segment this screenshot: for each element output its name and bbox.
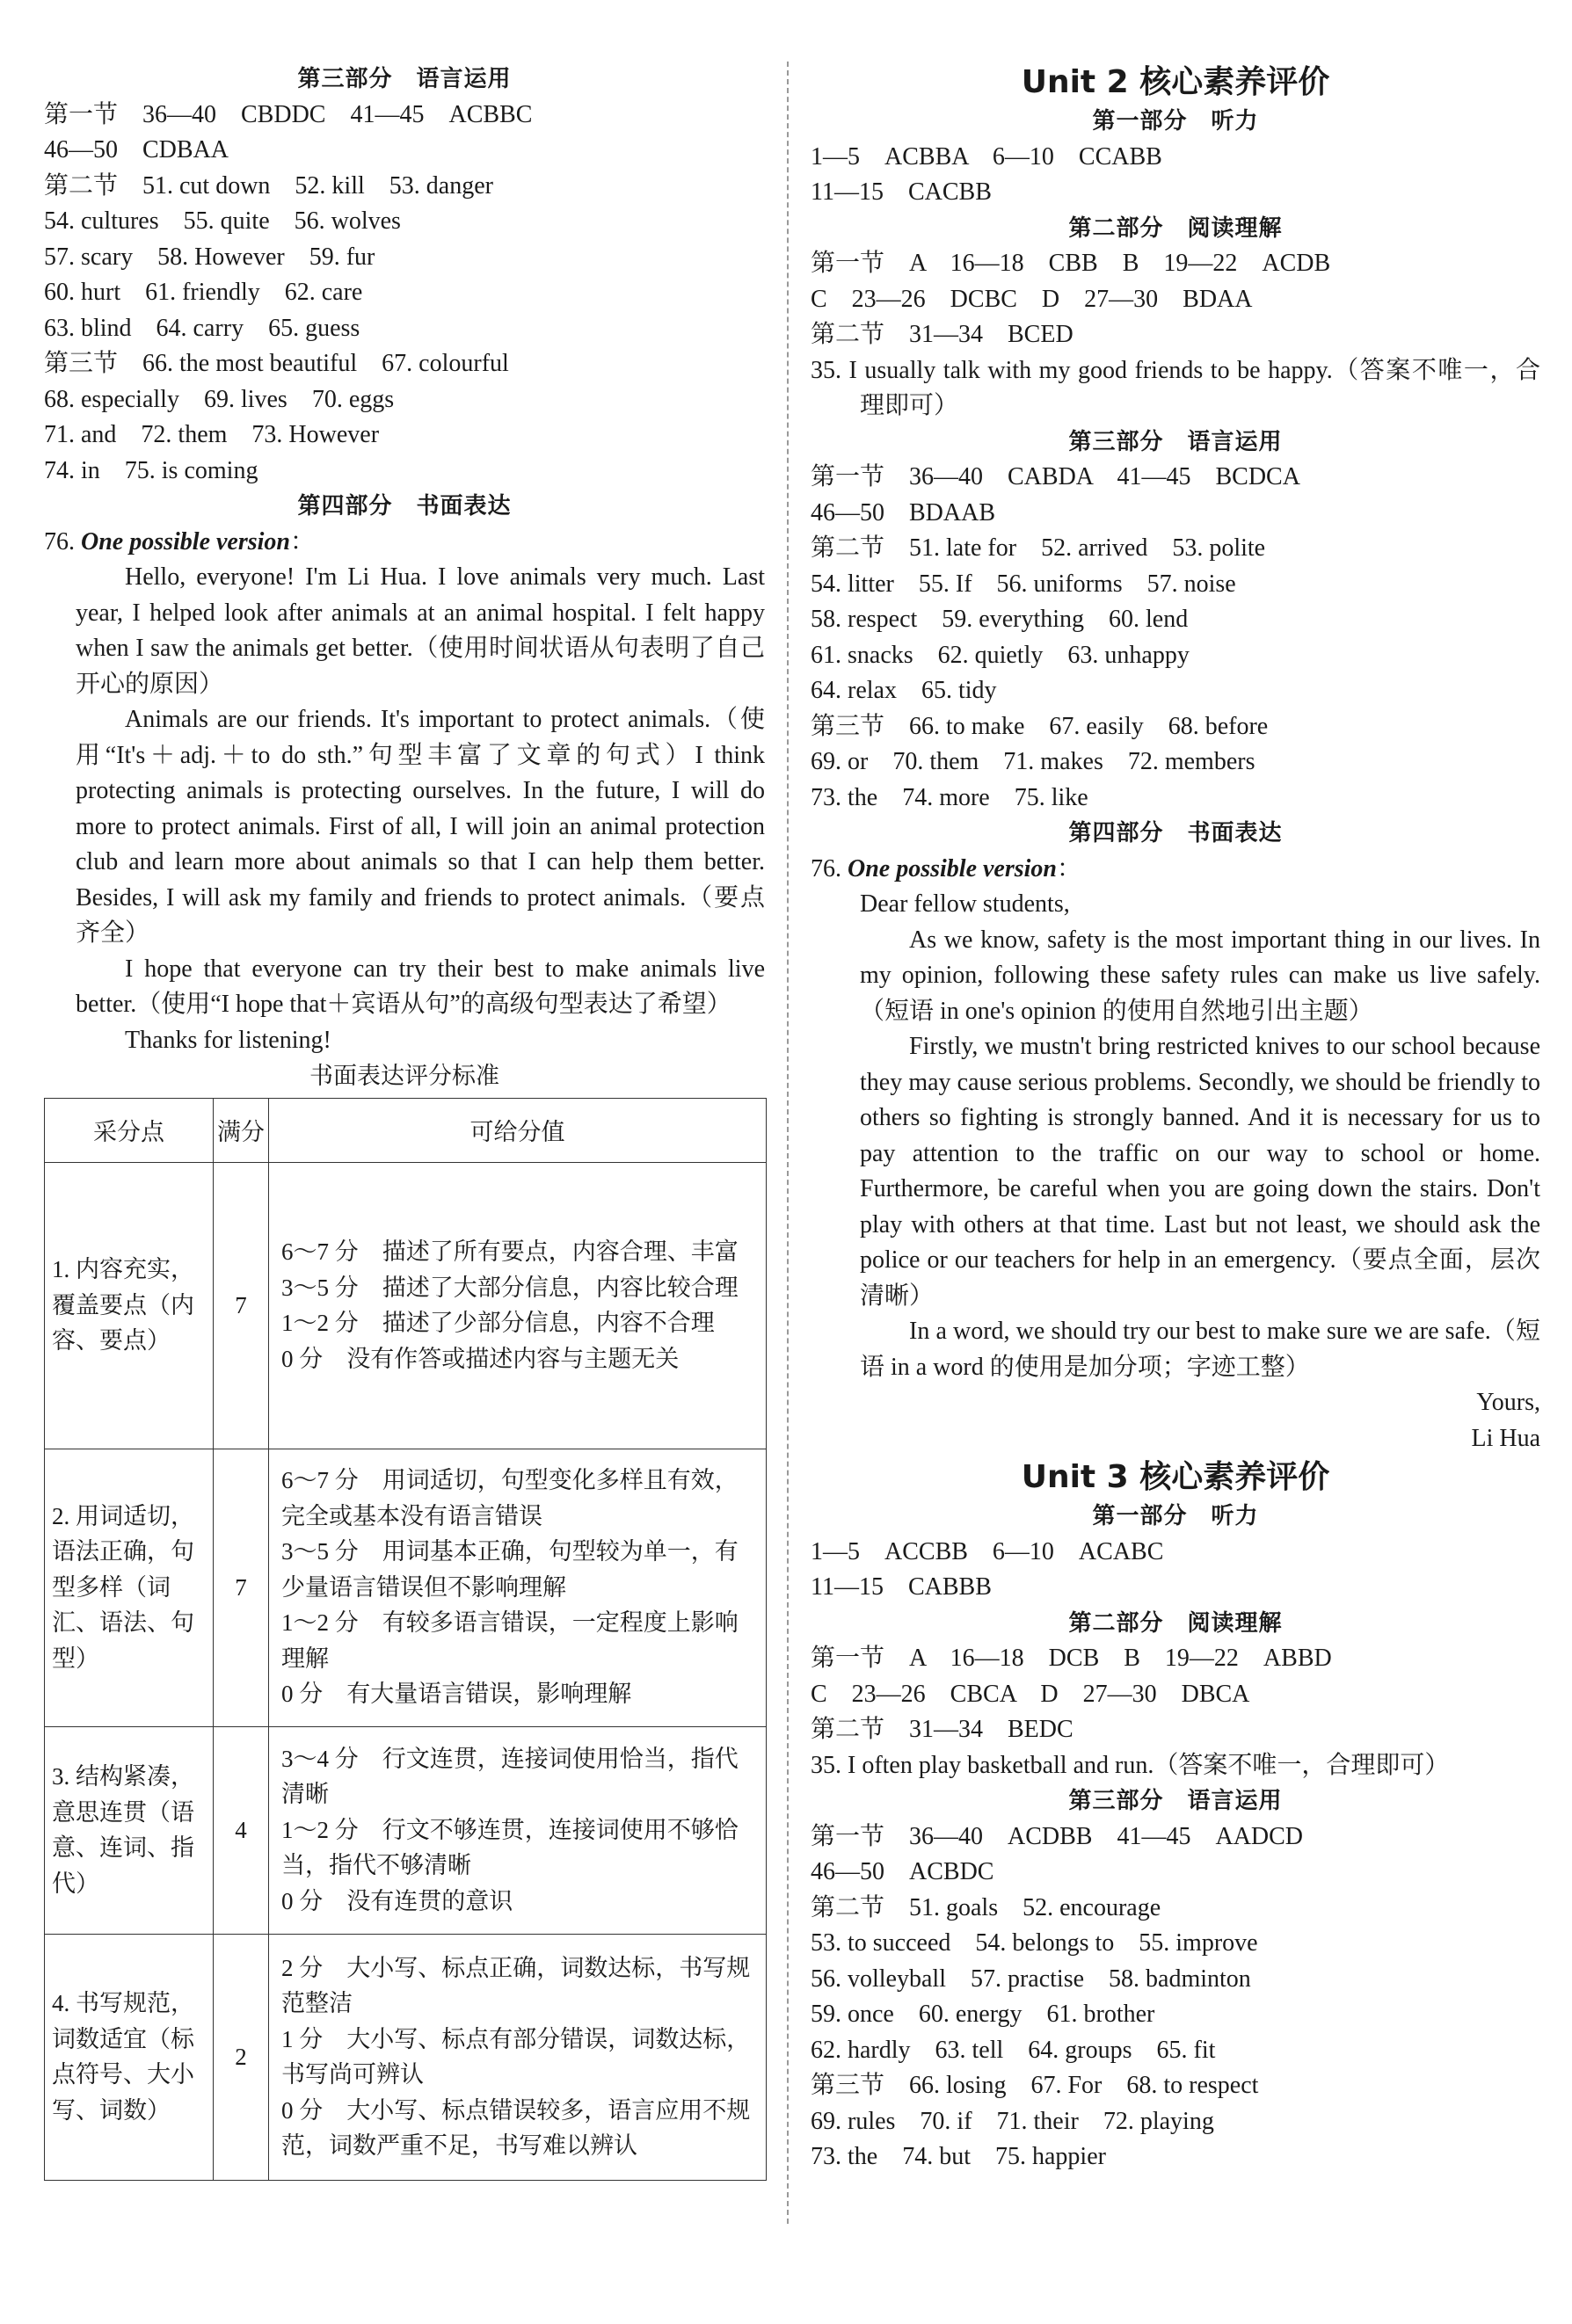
answer-line: 54. litter 55. If 56. uniforms 57. noise — [811, 570, 1236, 598]
letter-greeting: Dear fellow students, — [860, 890, 1070, 918]
u3-part2-title: 第二部分 阅读理解 — [1068, 1609, 1283, 1637]
right-column — [811, 62, 1540, 2175]
answer-line: 第二节 51. late for 52. arrived 53. polite — [811, 534, 1266, 562]
rubric-point: 2. 用词适切，语法正确，句型多样（词汇、语法、句型） — [45, 1449, 214, 1726]
rubric-row — [45, 1934, 767, 2180]
q76-heading — [44, 525, 765, 561]
score-desc: 1 分 大小写、标点有部分错误，词数达标，书写尚可辨认 — [281, 2025, 751, 2088]
answer-line: 68. especially 69. lives 70. eggs — [44, 385, 395, 413]
answer-line: 62. hardly 63. tell 64. groups 65. fit — [811, 2036, 1216, 2064]
answer-line: 11—15 CACBB — [811, 178, 992, 206]
answer-line: 第一节 A 16—18 CBB B 19—22 ACDB — [811, 250, 1331, 277]
answer-line: 73. the 74. more 75. like — [811, 783, 1088, 811]
rubric-table — [44, 1098, 767, 2181]
letter-paragraph: As we know, safety is the most important thing in our lives. In my opinion, following these safety rules can make us live safely.（短语 in one's opinion 的使用自然地引出主题） — [860, 926, 1540, 1025]
score-desc: 2 分 大小写、标点正确，词数达标，书写规范整洁 — [281, 1954, 751, 2016]
letter — [811, 887, 1540, 1456]
score-desc: 3～5 分 描述了大部分信息，内容比较合理 — [281, 1274, 739, 1301]
u3-q35: 35. I often play basketball and run.（答案不唯一，合理即可） — [811, 1751, 1450, 1779]
answer-line: 第一节 36—40 ACDBB 41—45 AADCD — [811, 1822, 1304, 1850]
answer-line: 64. relax 65. tidy — [811, 677, 997, 704]
rubric-full-score: 2 — [214, 1934, 269, 2180]
score-desc: 1～2 分 描述了少部分信息，内容不合理 — [281, 1310, 715, 1336]
rubric-scores — [269, 1449, 767, 1726]
score-desc: 6～7 分 用词适切，句型变化多样且有效，完全或基本没有语言错误 — [281, 1467, 739, 1529]
answer-line: 1—5 ACCBB 6—10 ACABC — [811, 1537, 1164, 1565]
rubric-header: 满分 — [214, 1098, 269, 1162]
rubric-full-score: 4 — [214, 1726, 269, 1934]
part3-title: 第三部分 语言运用 — [297, 66, 512, 92]
rubric-header: 可给分值 — [269, 1098, 767, 1162]
letter-name: Li Hua — [1471, 1424, 1540, 1452]
rubric-point: 1. 内容充实，覆盖要点（内容、要点） — [45, 1162, 214, 1449]
answer-line: 73. the 74. but 75. happier — [811, 2143, 1106, 2170]
rubric-scores — [269, 1934, 767, 2180]
u2-part4-title: 第四部分 书面表达 — [1068, 820, 1283, 846]
left-column — [44, 62, 765, 2181]
rubric-scores — [269, 1726, 767, 1934]
rubric-header-row — [45, 1098, 767, 1162]
u2-q35: 35. I usually talk with my good friends to be happy.（答案不唯一，合理即可） — [811, 356, 1540, 419]
letter-closing: Yours, — [1476, 1389, 1540, 1416]
answer-line: 74. in 75. is coming — [44, 456, 258, 484]
answer-line: 46—50 ACBDC — [811, 1858, 994, 1885]
rubric-full-score: 7 — [214, 1449, 269, 1726]
rubric-scores — [269, 1162, 767, 1449]
answer-line: 第三节 66. losing 67. For 68. to respect — [811, 2072, 1259, 2099]
essay-paragraph: Hello, everyone! I'm Li Hua. I love animals very much. Last year, I helped look after animals at an animal hospital. I felt happy when I saw the animals get better.（使用时间状语从句表明了自己开心的原因） — [76, 563, 765, 698]
score-desc: 3～5 分 用词基本正确，句型较为单一，有少量语言错误但不影响理解 — [281, 1538, 739, 1601]
answer-line: 第三节 66. to make 67. easily 68. before — [811, 712, 1269, 740]
q76-label: One possible version — [81, 527, 290, 556]
q76-colon: ： — [1057, 854, 1082, 882]
score-desc: 0 分 大小写、标点错误较多，语言应用不规范，词数严重不足，书写难以辨认 — [281, 2096, 751, 2159]
answer-line: 61. snacks 62. quietly 63. unhappy — [811, 641, 1190, 669]
score-desc: 1～2 分 行文不够连贯，连接词使用不够恰当，指代不够清晰 — [281, 1816, 739, 1879]
unit3-title: Unit 3 核心素养评价 — [1021, 1459, 1330, 1495]
letter-paragraph: In a word, we should try our best to make sure we are safe.（短语 in a word 的使用是加分项；字迹工整） — [860, 1318, 1540, 1381]
rubric-point: 3. 结构紧凑，意思连贯（语意、连词、指代） — [45, 1726, 214, 1934]
column-divider — [787, 62, 789, 2224]
answer-line: 1—5 ACBBA 6—10 CCABB — [811, 142, 1162, 171]
u2-part3-title: 第三部分 语言运用 — [1068, 428, 1283, 455]
score-desc: 0 分 没有连贯的意识 — [281, 1887, 513, 1914]
answer-line: 第一节 36—40 CABDA 41—45 BCDCA — [811, 463, 1300, 490]
answer-line: 71. and 72. them 73. However — [44, 421, 380, 448]
answer-line: 第二节 51. goals 52. encourage — [811, 1893, 1161, 1921]
q76-number: 76. — [44, 527, 75, 556]
answer-line: 第二节 51. cut down 52. kill 53. danger — [44, 171, 493, 200]
u2-q76-heading — [811, 852, 1540, 888]
part4-title: 第四部分 书面表达 — [297, 493, 512, 519]
rubric-row — [45, 1162, 767, 1449]
letter-paragraph: Firstly, we mustn't bring restricted knives to our school because they may cause serious problems. Secondly, we should be friendly to others so fighting is strongly banned. And it is necessary for us to pay attention to the traffic on our way to school or home. Furthermore, be careful when you are going down the stairs. Don't play with others at that time. Last but not least, we should ask the police or our teachers for help in an emergency.（要点全面，层次清晰） — [860, 1033, 1540, 1310]
rubric-title: 书面表达评分标准 — [309, 1063, 499, 1089]
rubric-row — [45, 1726, 767, 1934]
q76-number: 76. — [811, 854, 841, 882]
answer-line: 第一节 A 16—18 DCB B 19—22 ABBD — [811, 1645, 1332, 1672]
unit2-title: Unit 2 核心素养评价 — [1021, 64, 1330, 100]
essay-paragraph: I hope that everyone can try their best to make animals live better.（使用“I hope that＋宾语从句”的高级句型表达了希望） — [76, 955, 765, 1018]
answer-line: 57. scary 58. However 59. fur — [44, 243, 375, 271]
score-desc: 1～2 分 有较多语言错误，一定程度上影响理解 — [281, 1609, 739, 1672]
rubric-full-score: 7 — [214, 1162, 269, 1449]
part3-answers — [44, 98, 765, 490]
answer-line: 54. cultures 55. quite 56. wolves — [44, 207, 401, 235]
answer-line: 69. rules 70. if 71. their 72. playing — [811, 2107, 1214, 2135]
score-desc: 0 分 有大量语言错误，影响理解 — [281, 1681, 632, 1708]
answer-line: 69. or 70. them 71. makes 72. members — [811, 748, 1255, 775]
answer-line: 第三节 66. the most beautiful 67. colourful — [44, 350, 509, 377]
answer-line: 46—50 CDBAA — [44, 136, 229, 163]
answer-line: 60. hurt 61. friendly 62. care — [44, 279, 363, 306]
score-desc: 6～7 分 描述了所有要点，内容合理、丰富 — [281, 1238, 739, 1265]
answer-line: 第一节 36—40 CBDDC 41—45 ACBBC — [44, 100, 533, 128]
u2-part1-title: 第一部分 听力 — [1092, 108, 1259, 134]
answer-line: 第二节 31—34 BEDC — [811, 1716, 1073, 1743]
answer-line: 58. respect 59. everything 60. lend — [811, 606, 1189, 633]
answer-line: 63. blind 64. carry 65. guess — [44, 314, 360, 342]
score-desc: 3～4 分 行文连贯，连接词使用恰当，指代清晰 — [281, 1745, 739, 1808]
essay-paragraph: Thanks for listening! — [125, 1026, 331, 1054]
answer-line: 56. volleyball 57. practise 58. badminton — [811, 1965, 1251, 1993]
score-desc: 0 分 没有作答或描述内容与主题无关 — [281, 1345, 680, 1372]
answer-line: C 23—26 DCBC D 27—30 BDAA — [811, 285, 1253, 313]
u3-part3-title: 第三部分 语言运用 — [1068, 1788, 1283, 1814]
answer-line: 46—50 BDAAB — [811, 498, 996, 527]
essay-paragraph: Animals are our friends. It's important to protect animals.（使用“It's＋adj.＋to do sth.”句型丰富了文章的句式）I think protecting animals is protecting ourselves. In the future, I will do more to protect animals. First of all, I will join an animal protection club and learn more about animals so that I can help them better. Besides, I will ask my family and friends to protect animals.（要点齐全） — [76, 706, 765, 947]
answer-line: 11—15 CABBB — [811, 1573, 992, 1601]
q76-label: One possible version — [848, 854, 1057, 882]
q76-colon: ： — [290, 527, 316, 556]
rubric-header: 采分点 — [45, 1098, 214, 1162]
u2-part2-title: 第二部分 阅读理解 — [1068, 214, 1283, 242]
answer-line: C 23—26 CBCA D 27—30 DBCA — [811, 1680, 1250, 1708]
rubric-point: 4. 书写规范，词数适宜（标点符号、大小写、词数） — [45, 1934, 214, 2180]
answer-line: 59. once 60. energy 61. brother — [811, 2001, 1155, 2028]
answer-line: 第二节 31—34 BCED — [811, 321, 1073, 348]
answer-line: 53. to succeed 54. belongs to 55. improve — [811, 1929, 1258, 1957]
u3-part1-title: 第一部分 听力 — [1092, 1503, 1259, 1529]
rubric-row — [45, 1449, 767, 1726]
essay — [44, 560, 765, 1058]
